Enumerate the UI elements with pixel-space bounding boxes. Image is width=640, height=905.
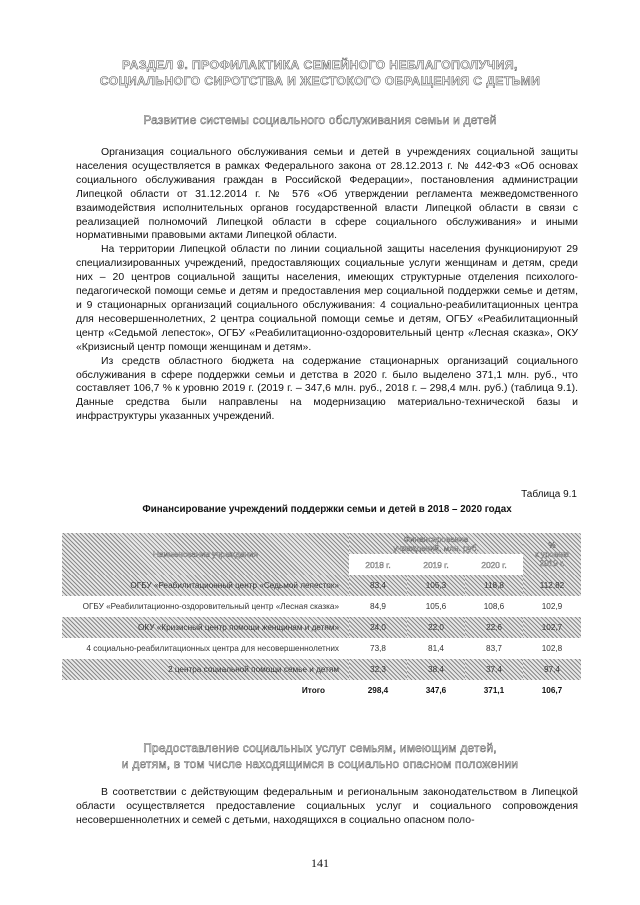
- row-name: ОГБУ «Реабилитационно-оздоровительный центр «Лесная сказка»: [62, 596, 349, 617]
- row-percent: 102,8: [523, 638, 581, 659]
- row-2020: 22,6: [465, 617, 523, 638]
- total-percent: 106,7: [523, 680, 581, 701]
- paragraph: Из средств областного бюджета на содержание стационарных организаций социального обслуживания в сфере поддержки семьи и детства в 2020 г. было выделено 371,1 млн. руб., что составляет 106,7 % к уровню 2019 г. (2019 г. – 347,6 млн. руб., 2018 г. – 298,4 млн. руб.) (таблица 9.1). Данные средства были направлены на модернизацию материально-технической базы и инфраструктуры указанных учреждений.: [76, 355, 578, 423]
- row-2020: 118,8: [465, 575, 523, 596]
- paragraph: В соответствии с действующим федеральным и региональным законодательством в Липецкой области осуществляется предоставление социальных услуг и социального сопровождения несовершеннолетних и семей с детьми, находящихся в социально опасном поло-: [76, 787, 578, 826]
- row-name: 4 социально-реабилитационных центра для несовершеннолетних: [62, 638, 349, 659]
- paragraph: На территории Липецкой области по линии социальной защиты населения функционируют 29 специализированных учреждений, предоставляющих социальные услуги женщинам и детям, среди них – 20 центров социальной защиты населения, имеющих структурные отделения психолого-педагогической помощи семье и детям и предоставления мер социальной поддержки семье и детям, и 9 стационарных организаций социального обслуживания: 4 социально-реабилитационных центра для несовершеннолетних, 2 центра социальной помощи семье и детям, ОГБУ «Реабилитационный центр «Седьмой лепесток», ОГБУ «Реабилитационно-оздоровительный центр «Лесная сказка», ОКУ «Кризисный центр помощи женщинам и детям».: [76, 244, 578, 353]
- table-row: [62, 638, 581, 659]
- header-percent: % к уровню 2019 г.: [523, 533, 581, 575]
- row-name: ОГБУ «Реабилитационный центр «Седьмой лепесток»: [62, 575, 349, 596]
- section-title-line-2: СОЦИАЛЬНОГО СИРОТСТВА И ЖЕСТОКОГО ОБРАЩЕНИЯ С ДЕТЬМИ: [99, 73, 541, 88]
- table-title: Финансирование учреждений поддержки семьи и детей в 2018 – 2020 годах: [142, 504, 512, 515]
- row-2019: 81,4: [407, 638, 465, 659]
- page-number: 141: [311, 856, 329, 870]
- row-2018: 73,8: [349, 638, 407, 659]
- body-text-bottom: [76, 786, 578, 828]
- row-2020: 83,7: [465, 638, 523, 659]
- header-year-2020: 2020 г.: [465, 554, 523, 575]
- row-2019: 38,4: [407, 659, 465, 680]
- paragraph: Организация социального обслуживания семьи и детей в учреждениях социальной защиты населения осуществляется в рамках Федерального закона от 28.12.2013 г. № 442-ФЗ «Об основах социального обслуживания граждан в Российской Федерации», постановления администрации Липецкой области от 31.12.2014 г. № 576 «Об утверждении регламента межведомственного взаимодействия исполнительных органов государственной власти Липецкой области в связи с реализацией полномочий Липецкой области в сфере социального обслуживания» и иными нормативными правовыми актами Липецкой области.: [76, 147, 578, 242]
- total-2020: 371,1: [465, 680, 523, 701]
- row-percent: 112,82: [523, 575, 581, 596]
- table-number: Таблица 9.1: [521, 489, 577, 500]
- row-2019: 105,3: [407, 575, 465, 596]
- row-percent: 97,4: [523, 659, 581, 680]
- header-institution-name: Наименование учреждения: [62, 533, 349, 575]
- total-2019: 347,6: [407, 680, 465, 701]
- section-title: [40, 58, 600, 89]
- header-year-2019: 2019 г.: [407, 554, 465, 575]
- body-text: [76, 146, 578, 424]
- subsection-heading-1: Развитие системы социального обслуживания семьи и детей: [143, 113, 497, 127]
- table-row: [62, 596, 581, 617]
- row-name: ОКУ «Кризисный центр помощи женщинам и детям»: [62, 617, 349, 638]
- table-row: [62, 617, 581, 638]
- total-label: Итого: [62, 680, 349, 701]
- row-2019: 22,0: [407, 617, 465, 638]
- table-total-row: [62, 680, 581, 701]
- row-2018: 24,0: [349, 617, 407, 638]
- row-2020: 108,6: [465, 596, 523, 617]
- total-2018: 298,4: [349, 680, 407, 701]
- header-funding: Финансирование учреждений, млн. руб.: [349, 533, 523, 554]
- funding-table: [62, 533, 581, 701]
- row-percent: 102,7: [523, 617, 581, 638]
- row-2018: 83,4: [349, 575, 407, 596]
- header-year-2018: 2018 г.: [349, 554, 407, 575]
- row-2018: 32,3: [349, 659, 407, 680]
- row-name: 2 центра социальной помощи семье и детям: [62, 659, 349, 680]
- table-row: [62, 659, 581, 680]
- table-row: [62, 575, 581, 596]
- row-2020: 37,4: [465, 659, 523, 680]
- subsection-heading-2: Предоставление социальных услуг семьям, имеющим детей, и детям, в том числе находящимся в социально опасном положении: [121, 741, 519, 771]
- row-2018: 84,9: [349, 596, 407, 617]
- row-percent: 102,9: [523, 596, 581, 617]
- row-2019: 105,6: [407, 596, 465, 617]
- section-title-line-1: РАЗДЕЛ 9. ПРОФИЛАКТИКА СЕМЕЙНОГО НЕБЛАГОПОЛУЧИЯ,: [122, 58, 518, 72]
